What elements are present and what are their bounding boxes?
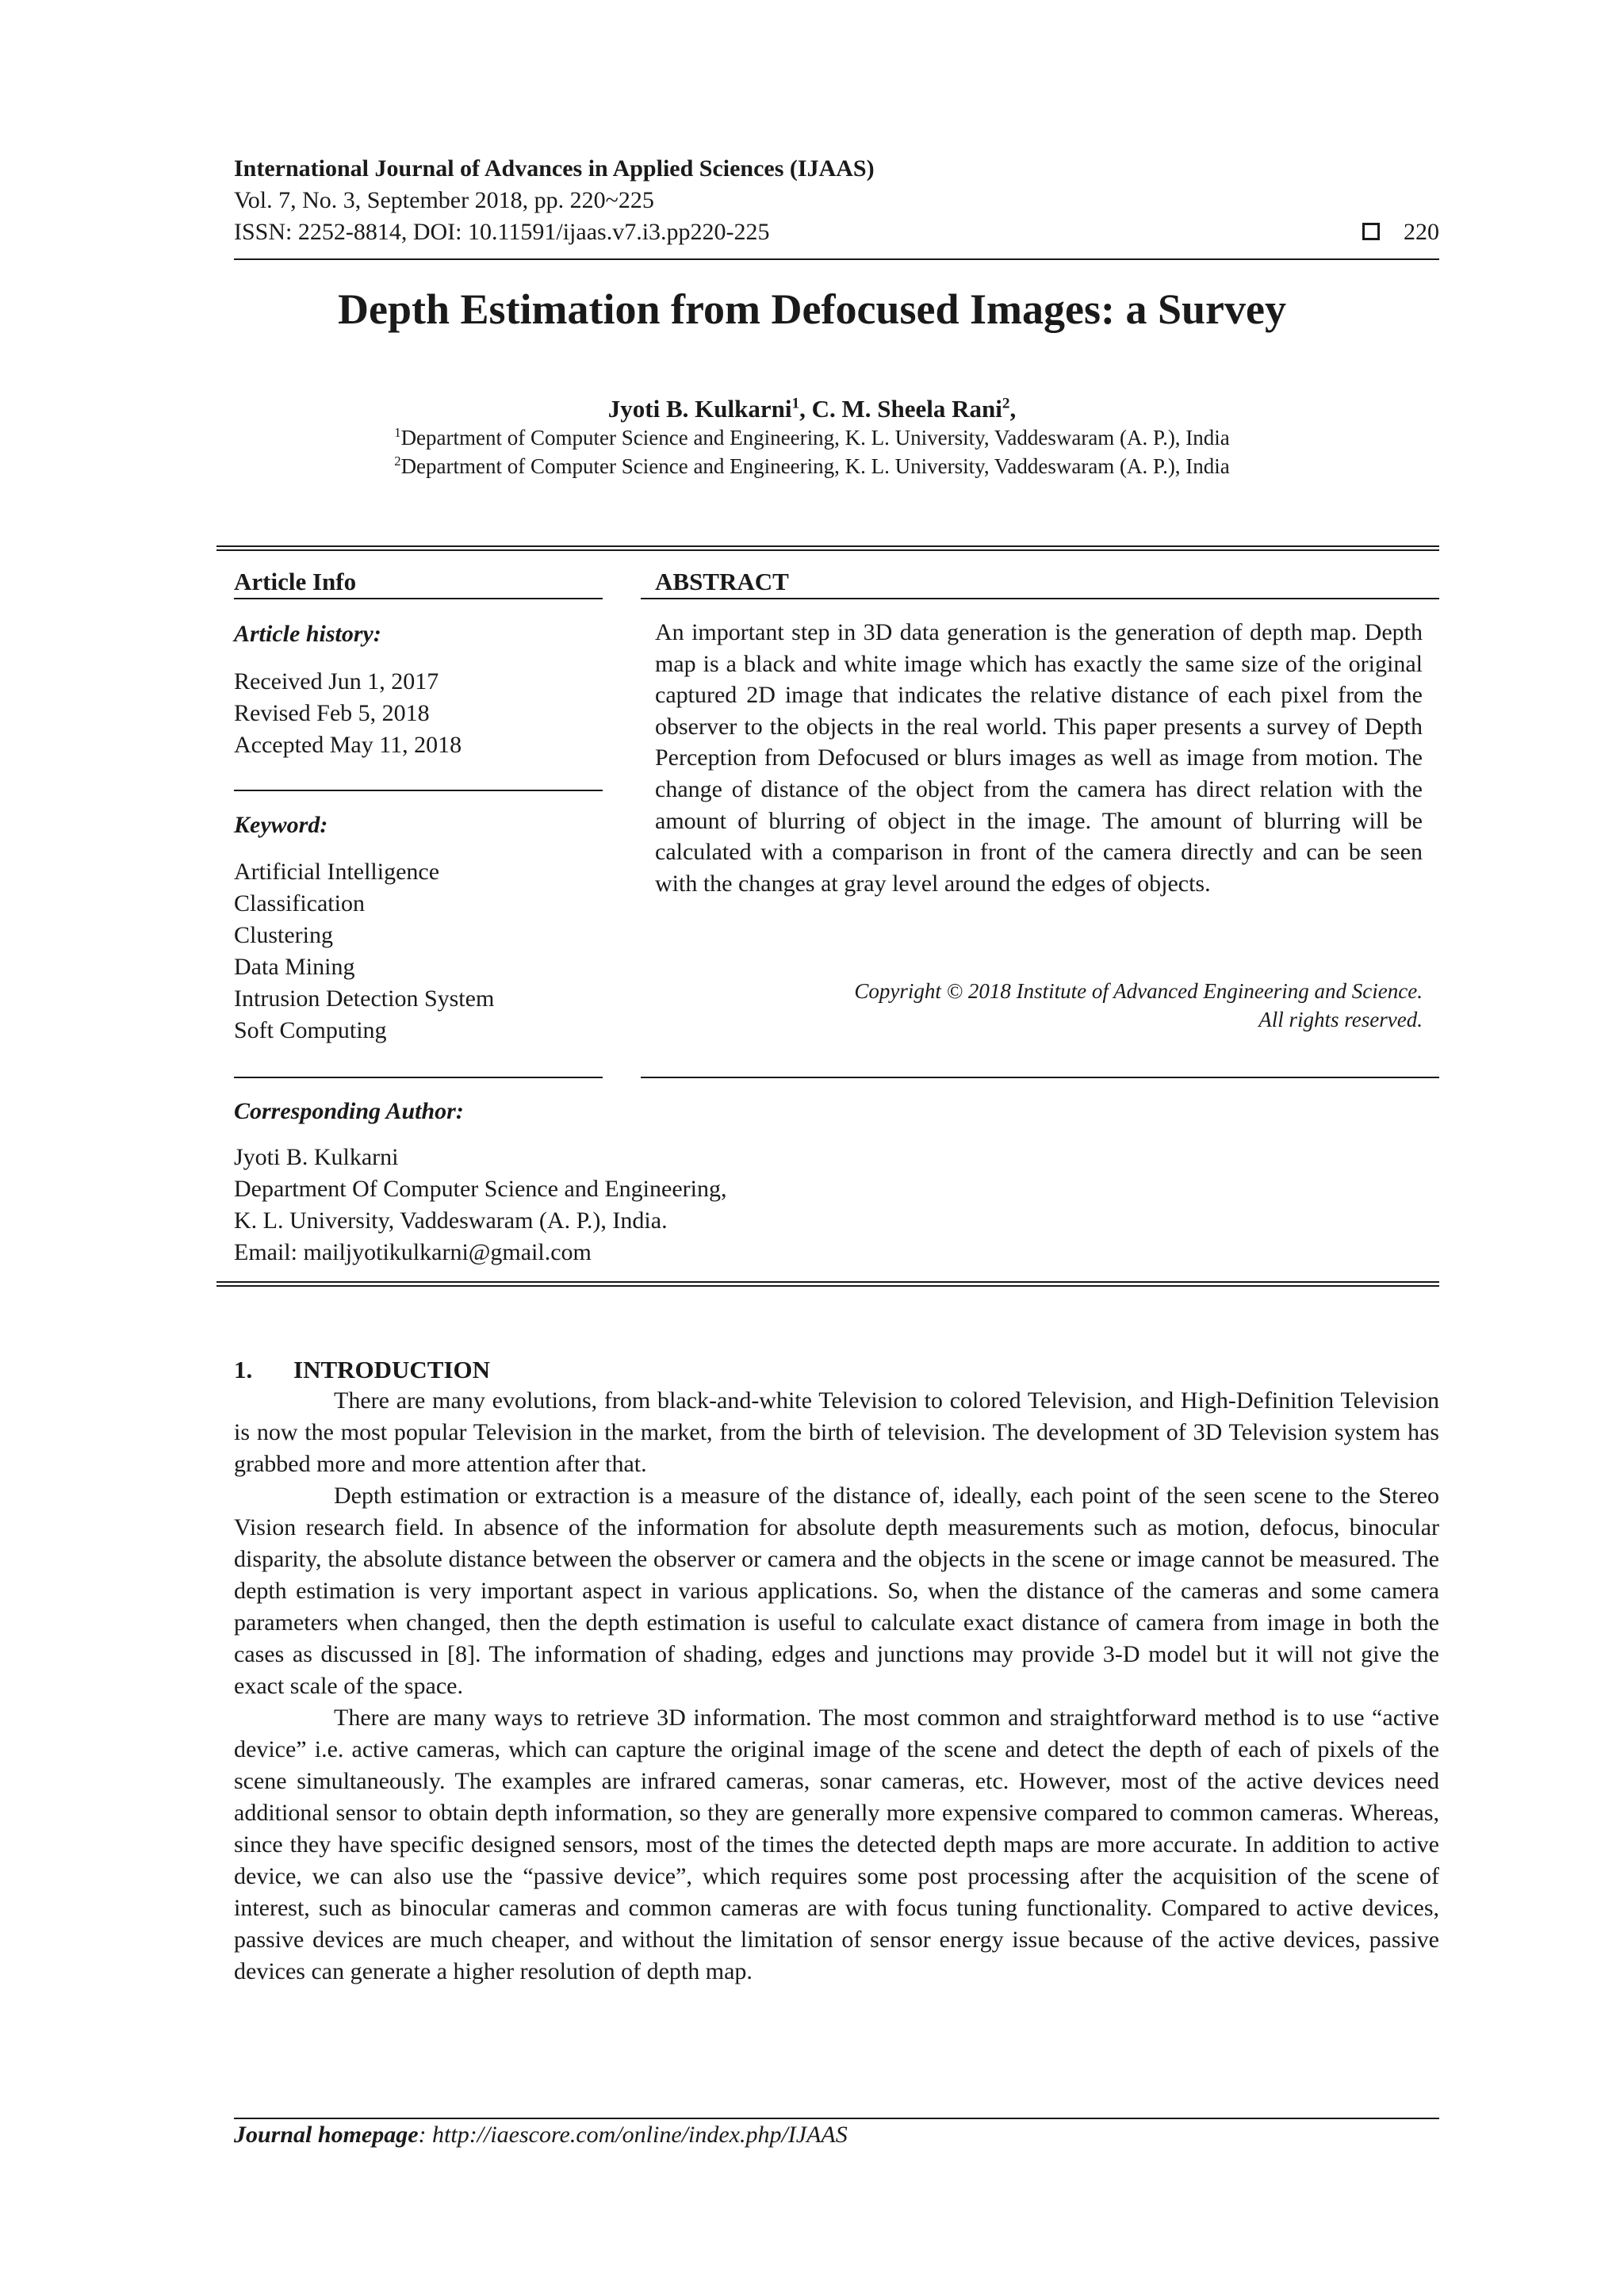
abstract-rule (641, 598, 1439, 599)
body-paragraph: There are many ways to retrieve 3D information. The most common and straightforward method is to use “active device” i.e. active cameras, which can capture the original image of the scene and detect the depth of each of pixels of the scene simultaneously. The examples are infrared cameras, sonar cameras, etc. However, most of the active devices need additional sensor to obtain depth information, so they are generally more expensive compared to common cameras. Whereas, since they have specific designed sensors, most of the times the detected depth maps are more accurate. In addition to active device, we can also use the “passive device”, which requires some post processing after the acquisition of the scene of interest, such as binocular cameras and common cameras are with focus tuning functionality. Compared to active devices, passive devices are much cheaper, and without the limitation of sensor energy issue because of the active devices, passive devices can generate a higher resolution of depth map. (234, 1705, 1439, 1984)
corresponding-department: Department Of Computer Science and Engineering, (234, 1176, 727, 1202)
abstract-text: An important step in 3D data generation is the generation of depth map. Depth map is a black and white image which has exactly the same size of the original captured 2D image that indicates the relative distance of each pixel from the observer to the objects in the real world. This paper presents a survey of Depth Perception from Defocused or blurs images as well as image from motion. The change of distance of the object from the camera has direct relation with the amount of blurring of object in the image. The amount of blurring will be calculated with a comparison in front of the camera directly and can be seen with the changes at gray level around the edges of objects. (655, 619, 1423, 897)
homepage-label: Journal homepage (234, 2122, 419, 2148)
info-top-double-rule (216, 545, 1439, 551)
corresponding-university: K. L. University, Vaddeswaram (A. P.), India. (234, 1207, 668, 1234)
corresponding-email: Email: mailjyotikulkarni@gmail.com (234, 1239, 592, 1265)
copyright-notice (655, 977, 1423, 1034)
section-number: 1. (234, 1356, 253, 1383)
keyword-item: Classification (234, 890, 365, 916)
article-info-rule (234, 598, 603, 599)
body-paragraph: Depth estimation or extraction is a measure of the distance of, ideally, each point of the seen scene to the Stereo Vision research field. In absence of the information for absolute depth measurements such as motion, defocus, binocular disparity, the absolute distance between the observer or camera and the objects in the scene or image cannot be measured. The depth estimation is very important aspect in various applications. So, when the distance of the cameras and some camera parameters when changed, then the depth estimation is useful to calculate exact distance of camera from image in both the cases as discussed in [8]. The information of shading, edges and junctions may provide 3-D model but it will not give the exact scale of the space. (234, 1483, 1439, 1699)
introduction-body (234, 1385, 1439, 1988)
abstract-heading: ABSTRACT (655, 568, 789, 595)
introduction-heading (234, 1354, 490, 1386)
author-1-sup: 1 (791, 395, 800, 412)
journal-footer (234, 2119, 848, 2151)
keyword-item: Intrusion Detection System (234, 985, 495, 1012)
keyword-list (234, 856, 494, 1047)
keyword-item: Artificial Intelligence (234, 859, 440, 885)
author-2: C. M. Sheela Rani (811, 395, 1002, 423)
copyright-line-2: All rights reserved. (1258, 1008, 1423, 1031)
author-1: Jyoti B. Kulkarni (607, 395, 792, 423)
journal-volume: Vol. 7, No. 3, September 2018, pp. 220~225 (234, 187, 654, 213)
affiliation-1 (0, 423, 1624, 452)
author-line: Jyoti B. Kulkarni$^1$, C. M. Sheela Rani$^2$, (607, 395, 1017, 423)
copyright-line-1: Copyright © 2018 Institute of Advanced Engineering and Science. (854, 979, 1423, 1003)
paper-title: Depth Estimation from Defocused Images: a Survey (338, 285, 1286, 333)
keyword-item: Soft Computing (234, 1017, 387, 1043)
page-number: 220 (1404, 219, 1439, 245)
homepage-url[interactable]: : http://iaescore.com/online/index.php/IJAAS (418, 2122, 848, 2148)
keyword-heading: Keyword: (234, 812, 328, 838)
corresponding-name: Jyoti B. Kulkarni (234, 1144, 399, 1170)
author-2-sup: 2 (1002, 395, 1010, 412)
keyword-item: Data Mining (234, 954, 355, 980)
corresponding-author-details (234, 1142, 726, 1269)
affiliation-2-sup: 2 (394, 453, 401, 469)
article-history-heading: Article history: (234, 621, 381, 647)
keyword-rule (234, 1077, 603, 1078)
body-paragraph: There are many evolutions, from black-and-white Television to colored Television, and High-Definition Television is now the most popular Television in the market, from the birth of television. The development of 3D Television system has grabbed more and more attention after that. (234, 1387, 1439, 1477)
section-title: INTRODUCTION (293, 1356, 491, 1383)
corresponding-author-heading: Corresponding Author: (234, 1098, 464, 1124)
history-rule (234, 790, 603, 791)
journal-issn-doi: ISSN: 2252-8814, DOI: 10.11591/ijaas.v7.i3.pp220-225 (234, 219, 770, 245)
keyword-item: Clustering (234, 922, 333, 948)
history-accepted: Accepted May 11, 2018 (234, 732, 462, 758)
info-bottom-double-rule (216, 1281, 1439, 1287)
history-revised: Revised Feb 5, 2018 (234, 700, 430, 726)
abstract-bottom-rule (641, 1077, 1439, 1078)
affiliation-1-sup: 1 (394, 425, 401, 440)
affiliation-2-text: Department of Computer Science and Engineering, K. L. University, Vaddeswaram (A. P.), India (400, 454, 1230, 478)
affiliation-1-text: Department of Computer Science and Engineering, K. L. University, Vaddeswaram (A. P.), India (400, 426, 1230, 450)
page-box-icon (1362, 223, 1380, 240)
header-rule (234, 258, 1439, 260)
article-history-list (234, 666, 462, 761)
history-received: Received Jun 1, 2017 (234, 668, 439, 695)
journal-title: International Journal of Advances in Applied Sciences (IJAAS) (234, 155, 875, 182)
affiliation-2 (0, 452, 1624, 480)
article-info-heading: Article Info (234, 568, 357, 595)
journal-header (234, 153, 1439, 248)
